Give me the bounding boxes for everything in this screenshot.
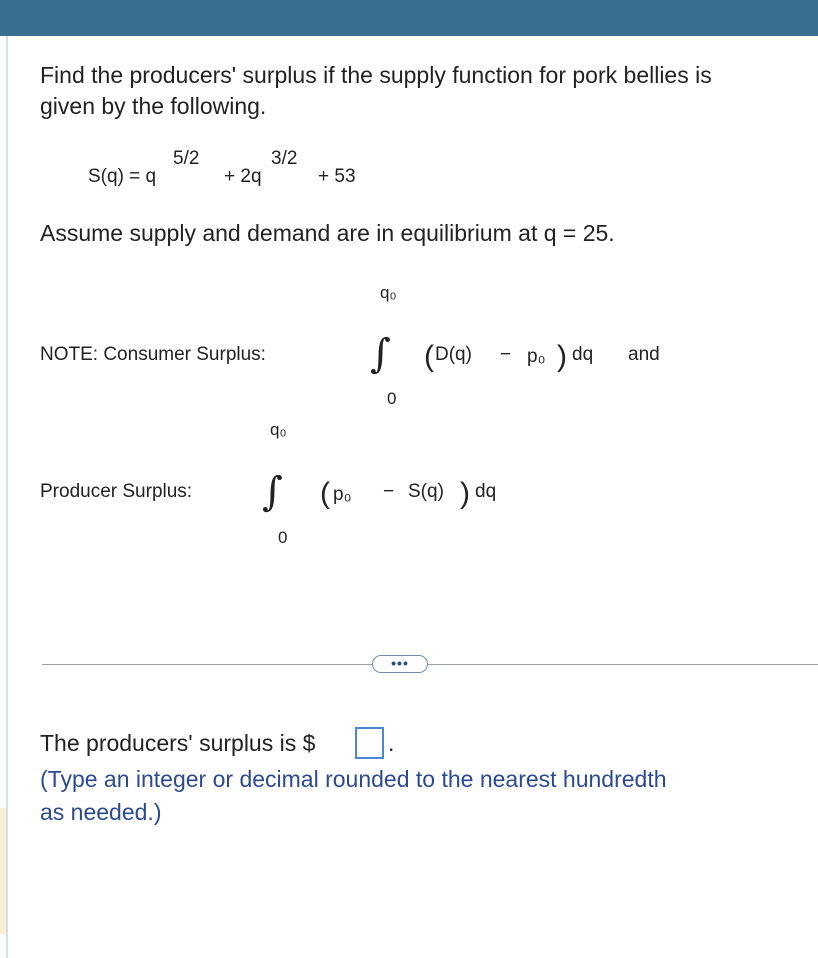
question-line-2: given by the following. — [40, 93, 267, 119]
formula-exponent-1: 5/2 — [173, 148, 200, 169]
consumer-surplus-label: NOTE: Consumer Surplus: — [40, 344, 266, 365]
right-paren: ) — [557, 340, 567, 373]
answer-prefix: The producers' surplus is $ — [40, 730, 316, 756]
question-line-1: Find the producers' surplus if the supply function for pork bellies is — [40, 62, 712, 88]
producer-minus: − — [383, 481, 395, 502]
answer-suffix: . — [388, 730, 395, 756]
formula-mid: + 2q — [224, 166, 262, 187]
consumer-dq: dq — [572, 344, 594, 365]
producer-lower-limit: 0 — [278, 528, 288, 547]
producer-upper-limit: q₀ — [270, 420, 287, 439]
answer-hint-line-2: as needed.) — [40, 799, 162, 825]
formula-lhs: S(q) = q — [88, 166, 157, 187]
left-highlight-marker — [0, 808, 6, 934]
consumer-minus: − — [500, 344, 512, 365]
more-options-button[interactable]: ••• — [372, 655, 428, 673]
integral-sign: ∫ — [370, 331, 391, 377]
integral-sign: ∫ — [262, 469, 283, 515]
answer-hint-line-1: (Type an integer or decimal rounded to the nearest hundredth — [40, 766, 667, 792]
producer-surplus-label: Producer Surplus: — [40, 481, 193, 502]
producer-dq: dq — [475, 481, 497, 502]
consumer-integrand-demand: D(q) — [435, 344, 472, 365]
producer-integrand-supply: S(q) — [408, 481, 444, 502]
formula-tail: + 53 — [318, 166, 356, 187]
left-paren: ( — [424, 340, 434, 373]
answer-input[interactable] — [355, 727, 384, 759]
consumer-integrand-price: p₀ — [527, 346, 546, 367]
equilibrium-statement: Assume supply and demand are in equilibrium at q = 25. — [40, 220, 615, 246]
right-paren: ) — [460, 477, 470, 510]
consumer-lower-limit: 0 — [387, 389, 397, 408]
formula-exponent-2: 3/2 — [271, 148, 298, 169]
left-paren: ( — [320, 477, 330, 510]
top-bar — [0, 0, 818, 36]
producer-integrand-price: p₀ — [333, 484, 352, 505]
left-border — [6, 36, 8, 958]
and-text: and — [628, 344, 660, 365]
section-divider — [42, 664, 818, 665]
consumer-upper-limit: q₀ — [380, 283, 397, 302]
